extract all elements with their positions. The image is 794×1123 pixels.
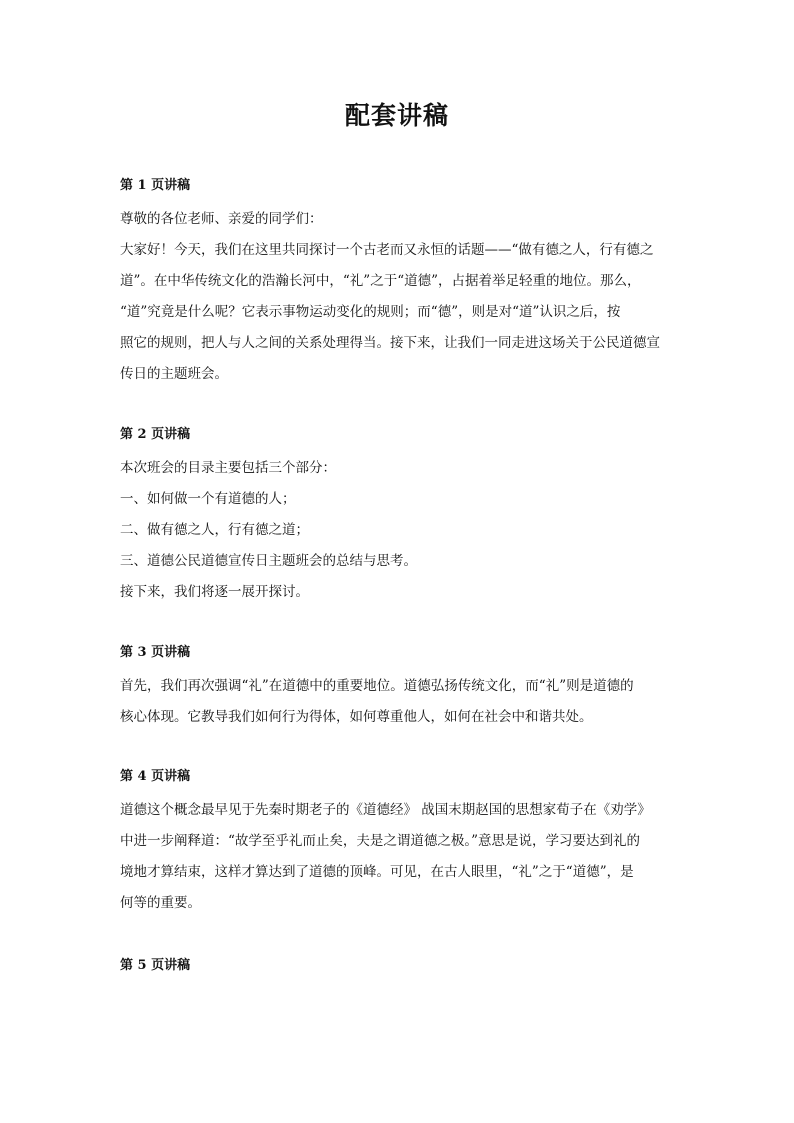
list-item: 三、道德公民道德宣传日主题班会的总结与思考。: [120, 553, 417, 569]
section-heading: 第 1 页讲稿: [120, 178, 191, 193]
section-heading: 第 5 页讲稿: [120, 958, 191, 973]
section-body: [120, 795, 680, 919]
section-heading: 第 3 页讲稿: [120, 645, 191, 660]
section-page-3: [120, 643, 680, 733]
section-heading: 第 2 页讲稿: [120, 427, 191, 442]
document-title: 配套讲稿: [344, 101, 449, 130]
paragraph-line: 道”。在中华传统文化的浩瀚长河中，“礼”之于“道德”，占据着举足轻重的地位。那么，: [120, 273, 641, 289]
section-page-4: [120, 767, 680, 919]
section-body: [120, 671, 680, 733]
section-body: [120, 204, 680, 390]
paragraph-line: 照它的规则，把人与人之间的关系处理得当。接下来，让我们一同走进这场关于公民道德宣: [120, 335, 660, 351]
paragraph-line: 首先，我们再次强调“礼”在道德中的重要地位。道德弘扬传统文化，而“礼”则是道德的: [120, 678, 634, 694]
section-page-5: [120, 956, 680, 976]
paragraph-line: 尊敬的各位老师、亲爱的同学们：: [120, 211, 323, 227]
section-heading: 第 4 页讲稿: [120, 769, 191, 784]
list-item: 一、如何做一个有道德的人；: [120, 491, 296, 507]
paragraph-line: 接下来，我们将逐一展开探讨。: [120, 584, 309, 600]
paragraph-line: “道”究竟是什么呢？它表示事物运动变化的规则；而“德”，则是对“道”认识之后，按: [120, 304, 621, 320]
section-page-2: [120, 425, 680, 608]
section-page-1: [120, 176, 680, 390]
paragraph-line: 境地才算结束，这样才算达到了道德的顶峰。可见，在古人眼里，“礼”之于“道德”，是: [120, 864, 634, 880]
paragraph-line: 传日的主题班会。: [120, 366, 228, 382]
paragraph-line: 道德这个概念最早见于先秦时期老子的《道德经》 战国末期赵国的思想家荀子在《劝学》: [120, 802, 651, 818]
paragraph-line: 本次班会的目录主要包括三个部分：: [120, 460, 336, 476]
paragraph-line: 中进一步阐释道：“故学至乎礼而止矣，夫是之谓道德之极。”意思是说，学习要达到礼的: [120, 833, 641, 849]
paragraph-line: 何等的重要。: [120, 895, 201, 911]
paragraph-line: 核心体现。它教导我们如何行为得体，如何尊重他人，如何在社会中和谐共处。: [120, 709, 593, 725]
section-body: [120, 453, 680, 608]
list-item: 二、做有德之人，行有德之道；: [120, 522, 309, 538]
paragraph-line: 大家好！今天，我们在这里共同探讨一个古老而又永恒的话题——“做有德之人，行有德之: [120, 242, 654, 258]
